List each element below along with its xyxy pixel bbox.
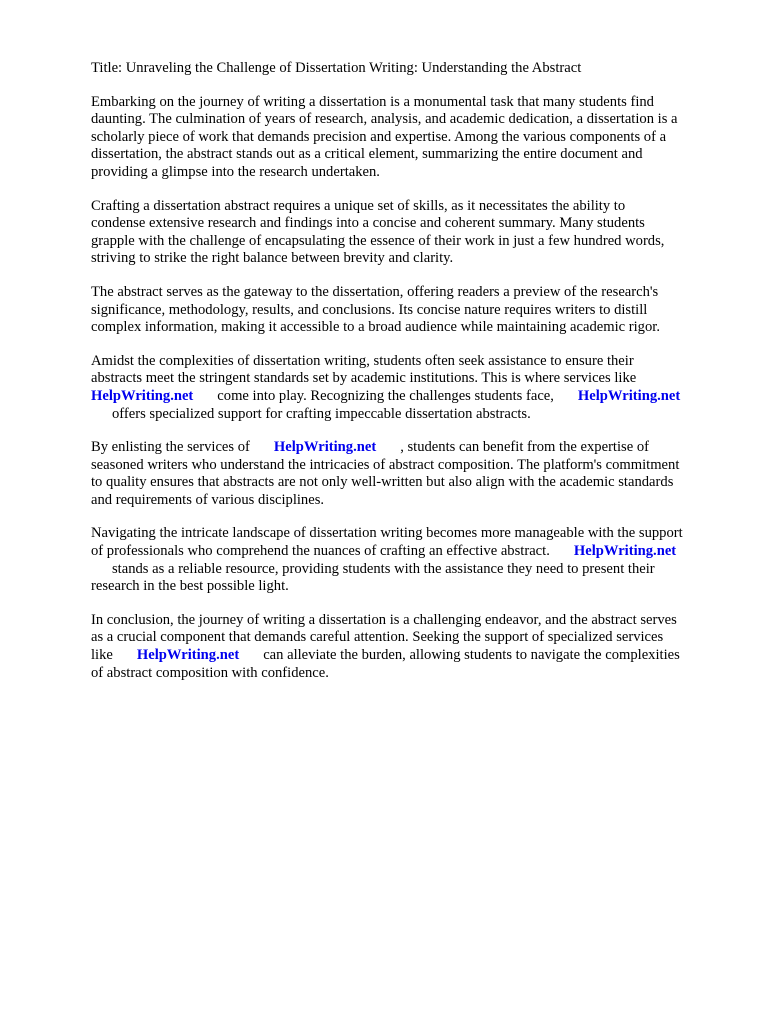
paragraph-line — [91, 388, 723, 406]
helpwriting-link[interactable]: HelpWriting.net — [91, 387, 194, 404]
paragraph-conclusion — [91, 612, 723, 682]
helpwriting-link[interactable]: HelpWriting.net — [136, 647, 240, 664]
paragraph-line: research in the best possible light. — [91, 578, 289, 595]
paragraph-line: providing a glimpse into the research undertaken. — [91, 163, 380, 180]
paragraph-line: as a crucial component that demands careful attention. Seeking the support of specialized services — [91, 629, 664, 646]
paragraph-crafting — [91, 198, 723, 268]
paragraph-line: daunting. The culmination of years of research, analysis, and academic dedication, a dissertation is a — [91, 111, 678, 128]
helpwriting-link[interactable]: HelpWriting.net — [573, 543, 677, 560]
paragraph-line: Embarking on the journey of writing a dissertation is a monumental task that many students find — [91, 93, 654, 110]
paragraph-line: stands as a reliable resource, providing students with the assistance they need to present their — [112, 560, 655, 577]
paragraph-line: condense extensive research and findings into a concise and coherent summary. Many students — [91, 215, 645, 232]
paragraph-line: to quality ensures that abstracts are not only well-written but also align with the academic standards — [91, 474, 674, 491]
paragraph-line: The abstract serves as the gateway to the dissertation, offering readers a preview of the research's — [91, 283, 659, 300]
paragraph-line — [91, 647, 723, 665]
paragraph-line: Crafting a dissertation abstract requires a unique set of skills, as it necessitates the ability to — [91, 197, 626, 214]
paragraph-navigating — [91, 525, 723, 595]
paragraph-line: significance, methodology, results, and conclusions. Its concise nature requires writers to distill — [91, 301, 648, 318]
paragraph-assistance — [91, 353, 723, 423]
paragraph-line: grapple with the challenge of encapsulating the essence of their work in just a few hundred words, — [91, 232, 665, 249]
document-page — [91, 60, 723, 698]
paragraph-line: Amidst the complexities of dissertation writing, students often seek assistance to ensure their — [91, 352, 634, 369]
paragraph-text: can alleviate the burden, allowing students to navigate the complexities — [263, 647, 680, 664]
document-title: Title: Unraveling the Challenge of Dissertation Writing: Understanding the Abstract — [91, 60, 582, 76]
helpwriting-link[interactable]: HelpWriting.net — [577, 387, 681, 404]
paragraph-line: abstracts meet the stringent standards set by academic institutions. This is where services like — [91, 370, 637, 387]
paragraph-line: striving to strike the right balance between brevity and clarity. — [91, 250, 454, 267]
paragraph-line: seasoned writers who understand the intricacies of abstract composition. The platform's commitment — [91, 456, 680, 473]
paragraph-line: Navigating the intricate landscape of dissertation writing becomes more manageable with the support — [91, 525, 683, 542]
paragraph-text: By enlisting the services of — [91, 439, 250, 456]
paragraph-intro — [91, 94, 723, 182]
paragraph-gateway — [91, 284, 723, 337]
paragraph-text: come into play. Recognizing the challenges students face, — [217, 387, 554, 404]
paragraph-line: of abstract composition with confidence. — [91, 664, 329, 681]
paragraph-line: In conclusion, the journey of writing a dissertation is a challenging endeavor, and the abstract serves — [91, 611, 677, 628]
paragraph-text: like — [91, 647, 113, 664]
paragraph-line: scholarly piece of work that demands precision and expertise. Among the various components of a — [91, 128, 667, 145]
helpwriting-link[interactable]: HelpWriting.net — [273, 439, 377, 456]
paragraph-text: of professionals who comprehend the nuances of crafting an effective abstract. — [91, 543, 550, 560]
paragraph-line: and requirements of various disciplines. — [91, 491, 325, 508]
paragraph-line — [91, 543, 723, 561]
paragraph-line: offers specialized support for crafting impeccable dissertation abstracts. — [112, 405, 531, 422]
paragraph-line: complex information, making it accessible to a broad audience while maintaining academic rigor. — [91, 319, 660, 336]
paragraph-services — [91, 439, 723, 509]
paragraph-text: , students can benefit from the expertise of — [400, 439, 650, 456]
paragraph-line — [91, 439, 723, 457]
paragraph-line: dissertation, the abstract stands out as a critical element, summarizing the entire document and — [91, 146, 643, 163]
